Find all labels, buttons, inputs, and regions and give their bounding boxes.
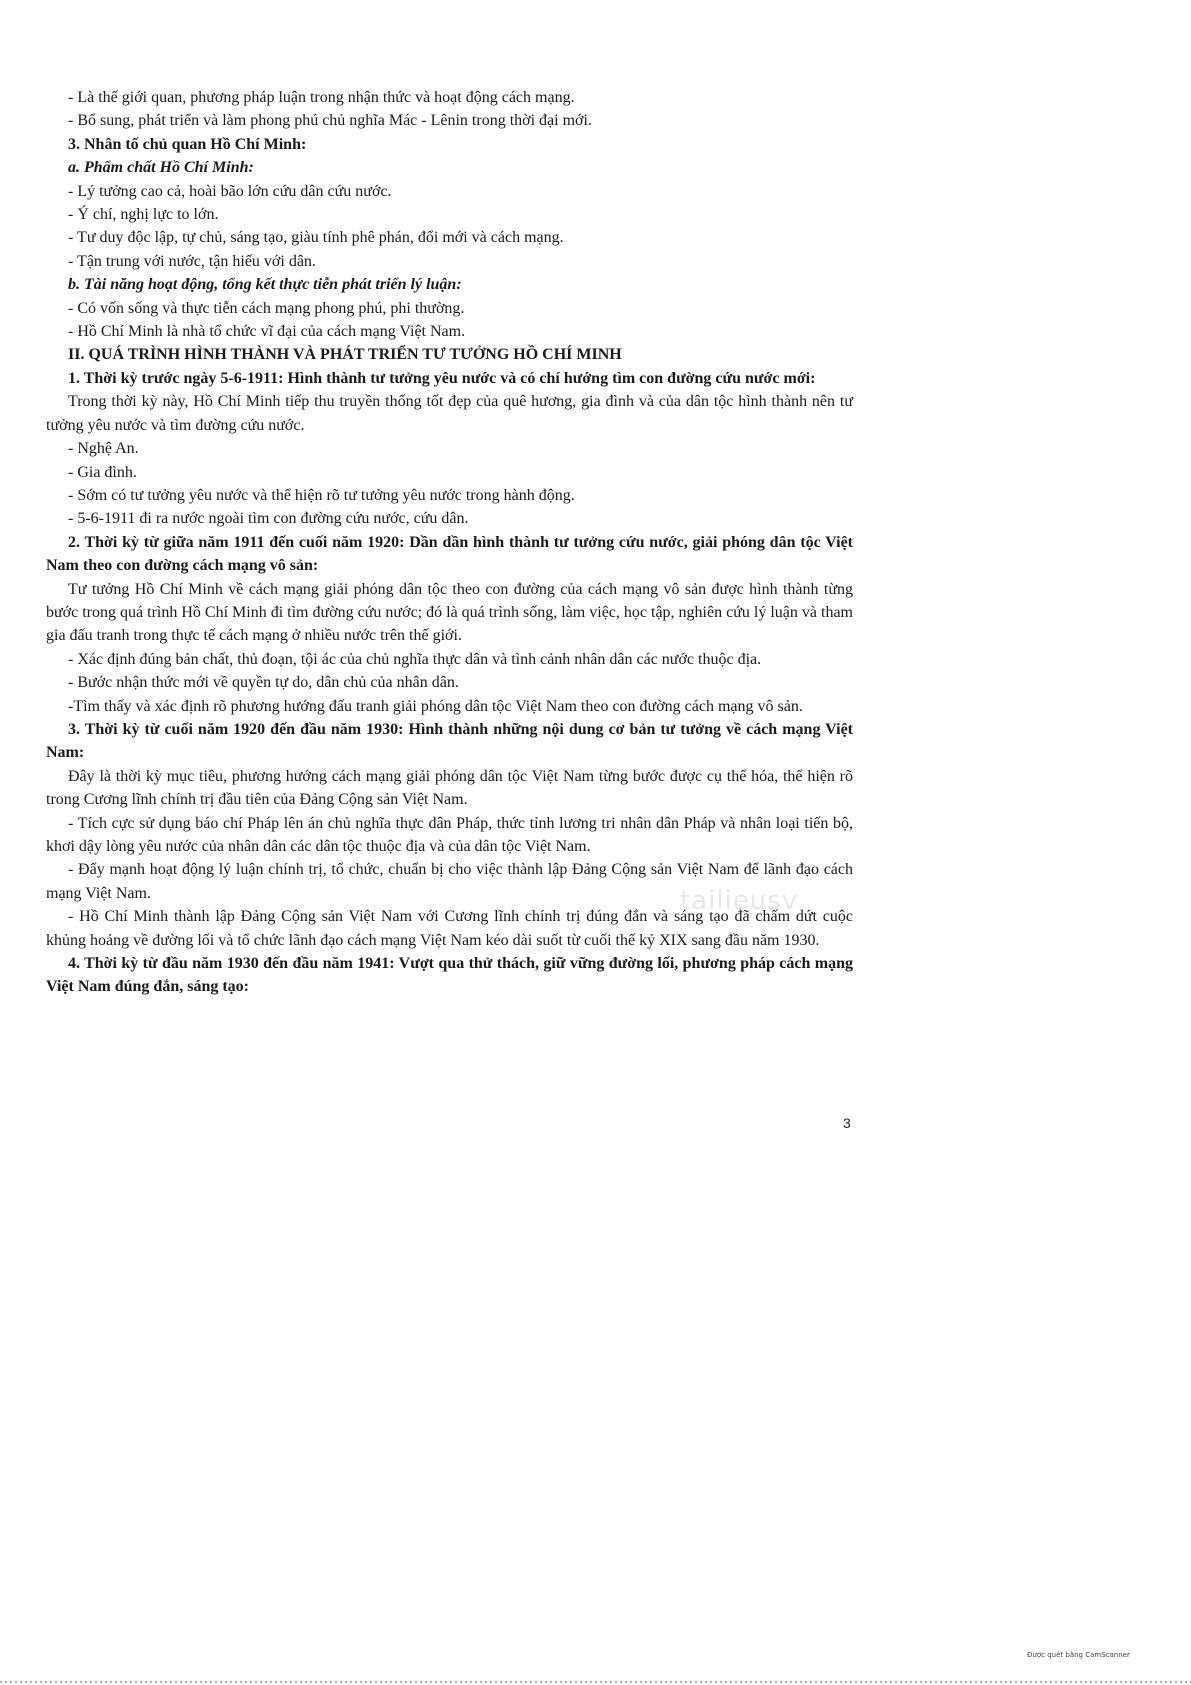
text-line: - Bổ sung, phát triển và làm phong phú chủ nghĩa Mác - Lênin trong thời đại mới. bbox=[68, 112, 592, 130]
document-body bbox=[46, 86, 853, 999]
text-line: Trong thời kỳ này, Hồ Chí Minh tiếp thu truyền thống tốt đẹp của quê hương, gia đình và của dân tộc hình thành nên tư tưởng yêu nước và tìm đường cứu nước. bbox=[46, 393, 853, 434]
text-line: - Tích cực sử dụng báo chí Pháp lên án chủ nghĩa thực dân Pháp, thức tỉnh lương tri nhân dân Pháp và nhân loại tiến bộ, khơi dậy lòng yêu nước của nhân dân các dân tộc thuộc địa và của dân tộc Việt Nam. bbox=[46, 814, 853, 855]
heading-line: a. Phẩm chất Hồ Chí Minh: bbox=[68, 159, 254, 177]
text-line: Đây là thời kỳ mục tiêu, phương hướng cách mạng giải phóng dân tộc Việt Nam từng bước được cụ thể hóa, thể hiện rõ trong Cương lĩnh chính trị đầu tiên của Đảng Cộng sản Việt Nam. bbox=[46, 767, 853, 809]
text-line: 1. Thời kỳ trước ngày 5-6-1911: Hình thành tư tưởng yêu nước và có chí hướng tìm con đường cứu nước mới: bbox=[68, 369, 816, 387]
text-line: - Ý chí, nghị lực to lớn. bbox=[68, 206, 219, 224]
text-line: -Tìm thấy và xác định rõ phương hướng đấu tranh giải phóng dân tộc Việt Nam theo con đường cách mạng vô sản. bbox=[68, 697, 803, 715]
text-line: 2. Thời kỳ từ giữa năm 1911 đến cuối năm 1920: Dần dần hình thành tư tưởng cứu nước, giải phóng dân tộc Việt Nam theo con đường cách mạng vô sản: bbox=[46, 533, 853, 575]
text-line: - Lý tưởng cao cả, hoài bão lớn cứu dân cứu nước. bbox=[68, 182, 392, 200]
text-line: - Sớm có tư tưởng yêu nước và thể hiện rõ tư tưởng yêu nước trong hành động. bbox=[68, 486, 575, 504]
text-line: - Là thế giới quan, phương pháp luận trong nhận thức và hoạt động cách mạng. bbox=[68, 89, 575, 106]
text-line: - Tư duy độc lập, tự chủ, sáng tạo, giàu tính phê phán, đổi mới và cách mạng. bbox=[68, 229, 564, 247]
text-line: - Đẩy mạnh hoạt động lý luận chính trị, tổ chức, chuẩn bị cho việc thành lập Đảng Cộng sản Việt Nam để lãnh đạo cách mạng Việt Nam. bbox=[46, 861, 853, 902]
page-number: 3 bbox=[843, 1115, 851, 1131]
text-line: 3. Thời kỳ từ cuối năm 1920 đến đầu năm 1930: Hình thành những nội dung cơ bản tư tưởng về cách mạng Việt Nam: bbox=[46, 720, 853, 762]
heading-line: II. QUÁ TRÌNH HÌNH THÀNH VÀ PHÁT TRIỂN TƯ TƯỞNG HỒ CHÍ MINH bbox=[68, 346, 622, 364]
scan-bottom-edge bbox=[0, 1681, 1191, 1683]
text-line: - Gia đình. bbox=[68, 463, 137, 481]
watermark: tailieusv bbox=[680, 886, 799, 916]
text-line: - Tận trung với nước, tận hiếu với dân. bbox=[68, 252, 316, 270]
scanner-credit: Được quét bằng CamScanner bbox=[1027, 1651, 1130, 1659]
text-line: Tư tưởng Hồ Chí Minh về cách mạng giải phóng dân tộc theo con đường của cách mạng vô sản được hình thành từng bước trong quá trình Hồ Chí Minh đi tìm đường cứu nước; đó là quá trình sống, làm việc, học tập, nghiên cứu lý luận và tham gia đấu tranh trong thực tế cách mạng ở nhiều nước trên thế giới. bbox=[46, 580, 853, 645]
text-line: - Bước nhận thức mới về quyền tự do, dân chủ của nhân dân. bbox=[68, 674, 459, 692]
text-line: - Có vốn sống và thực tiễn cách mạng phong phú, phi thường. bbox=[68, 299, 465, 317]
text-line: - Xác định đúng bản chất, thủ đoạn, tội ác của chủ nghĩa thực dân và tình cảnh nhân dân các nước thuộc địa. bbox=[68, 650, 762, 668]
text-line: - Hồ Chí Minh là nhà tổ chức vĩ đại của cách mạng Việt Nam. bbox=[68, 323, 466, 341]
text-line: - Nghệ An. bbox=[68, 440, 139, 458]
heading-line: 3. Nhân tố chủ quan Hồ Chí Minh: bbox=[68, 135, 307, 153]
text-line: - 5-6-1911 đi ra nước ngoài tìm con đường cứu nước, cứu dân. bbox=[68, 510, 469, 528]
text-line: 4. Thời kỳ từ đầu năm 1930 đến đầu năm 1941: Vượt qua thử thách, giữ vững đường lối, phương pháp cách mạng Việt Nam đúng đắn, sáng tạo: bbox=[46, 955, 853, 996]
heading-line: b. Tài năng hoạt động, tổng kết thực tiễn phát triển lý luận: bbox=[68, 276, 462, 294]
text-line: - Hồ Chí Minh thành lập Đảng Cộng sản Việt Nam với Cương lĩnh chính trị đúng đắn và sáng tạo đã chấm dứt cuộc khủng hoảng về đường lối và tổ chức lãnh đạo cách mạng Việt Nam kéo dài suốt từ cuối thế kỷ XIX sang đầu năm 1930. bbox=[46, 908, 853, 949]
